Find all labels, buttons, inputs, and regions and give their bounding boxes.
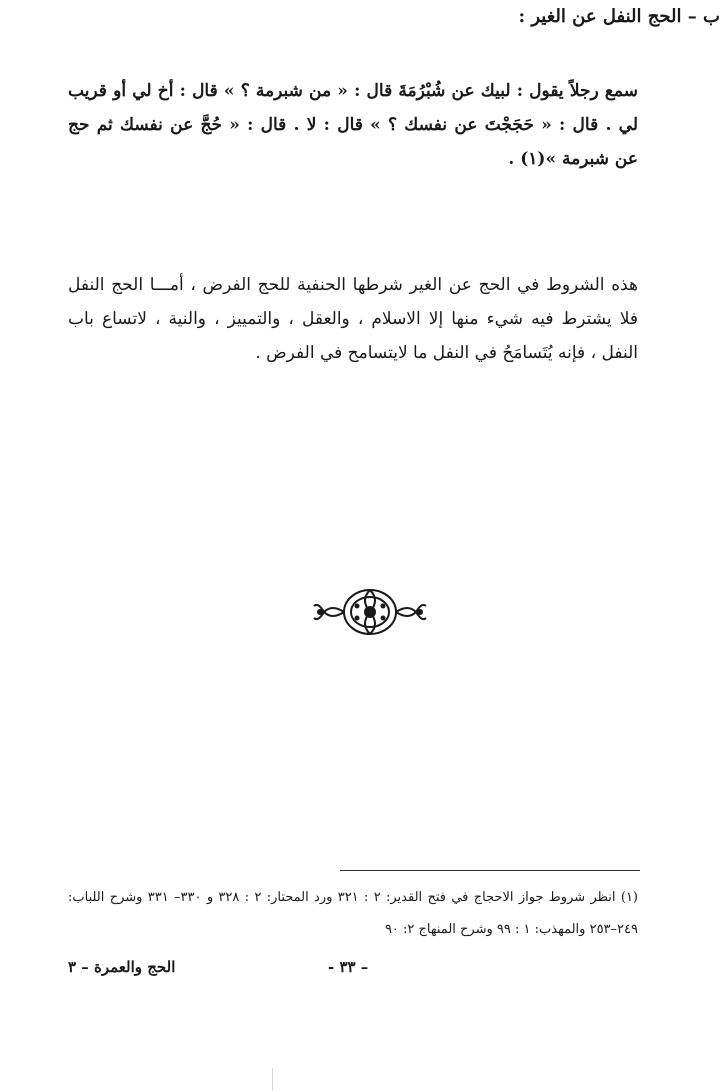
running-footer: [68, 958, 638, 988]
page-number: – ٣٣ -: [328, 958, 369, 976]
body-paragraph-1: سمع رجلاً يقول : لبيك عن شُبْرُمَةَ قال : « من شبرمة ؟ » قال : أخ لي أو قريب لي . قال : « حَجَجْتَ عن نفسك ؟ » قال : لا . قال : « حُجَّ عن نفسك ثم حج عن شبرمة »(١) .: [68, 81, 638, 169]
scan-fold-line: [272, 1068, 273, 1091]
arabesque-ornament-icon: [310, 582, 430, 642]
body-paragraph-2: هذه الشروط في الحج عن الغير شرطها الحنفية للحج الفرض ، أمـــا الحج النفل فلا يشترط فيه شيء منها إلا الاسلام ، والعقل ، والتمييز ، والنية ، لاتساع باب النفل ، فإنه يُتَسامَحُ في النفل ما لايتسامح في الفرض .: [68, 275, 638, 363]
footnote: (١) انظر شروط جواز الاحجاج في فتح القدير: ٢ : ٣٢١ ورد المحتار: ٢ : ٣٢٨ و ٣٣٠– ٣٣١ وشرح اللباب: ٢٤٩–٢٥٣ والمهذب: ١ : ٩٩ وشرح المنهاج ٢: ٩٠: [68, 890, 638, 937]
section-heading: ب – الحج النفل عن الغير :: [518, 6, 720, 27]
book-title: الحج والعمرة – ٣: [68, 958, 176, 976]
footnote-divider: [340, 870, 640, 871]
